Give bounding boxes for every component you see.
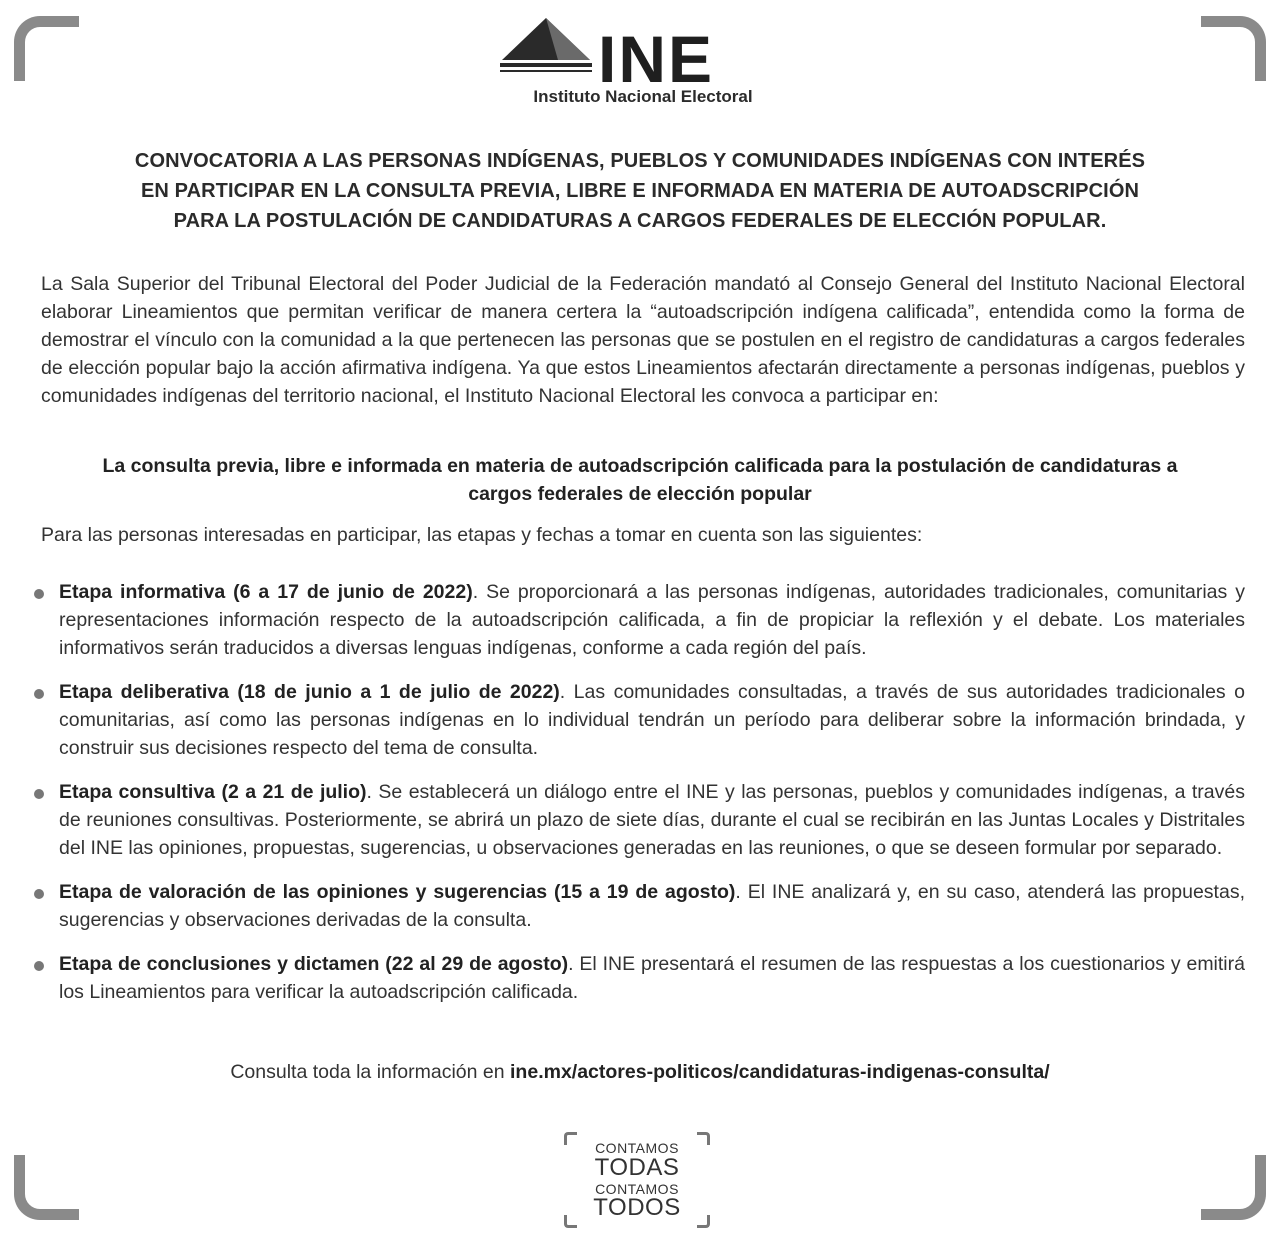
title-line: PARA LA POSTULACIÓN DE CANDIDATURAS A CARGOS FEDERALES DE ELECCIÓN POPULAR. [173,210,1107,232]
stage-text: . Se establecerá un diálogo entre el INE y las personas, pueblos y comunidades indígenas, a través de reuniones consultivas. Posteriormente, se abrirá un plazo de siete días, durante el cual se recibirán en las Juntas Locales y Distritales del INE las opiniones, propuestas, sugerencias, u observaciones generadas en las reuniones, o que se deseen formular por separado. [59,781,1245,859]
consulta-heading [40,452,1240,508]
stage-text: . El INE analizará y, en su caso, atenderá las propuestas, sugerencias y observaciones derivadas de la consulta. [59,881,1245,931]
stage-text: . El INE presentará el resumen de las respuestas a los cuestionarios y emitirá los Lineamientos para verificar la autoadscripción calificada. [59,953,1245,1003]
slogan-line: CONTAMOS [595,1140,679,1156]
title-line: EN PARTICIPAR EN LA CONSULTA PREVIA, LIBRE E INFORMADA EN MATERIA DE AUTOADSCRIPCIÓN [140,180,1140,202]
slogan-line: TODOS [593,1194,681,1221]
footer-prefix: Consulta toda la información en [230,1061,511,1083]
stage-text: . Se proporcionará a las personas indígenas, autoridades tradicionales, comunitarias y representaciones información respecto de la autoadscripción calificada, a fin de propiciar la reflexión y el debate. Los materiales informativos serán traducidos a diversas lenguas indígenas, conforme a cada región del país. [59,581,1245,659]
stages-intro: Para las personas interesadas en participar, las etapas y fechas a tomar en cuenta son las siguientes: [41,524,923,546]
slogan-line: TODAS [594,1154,680,1181]
consulta-heading-line: cargos federales de elección popular [468,483,812,505]
bullet-icon [34,961,44,971]
stage-item [30,678,1245,762]
title-line: CONVOCATORIA A LAS PERSONAS INDÍGENAS, PUEBLOS Y COMUNIDADES INDÍGENAS CON INTERÉS [134,150,1146,172]
stage-title: Etapa de conclusiones y dictamen (22 al 29 de agosto) [59,953,569,975]
page-title [40,146,1240,236]
stage-title: Etapa consultiva (2 a 21 de julio) [59,781,367,803]
consulta-heading-line: La consulta previa, libre e informada en materia de autoadscripción calificada para la postulación de candidaturas a [102,455,1178,477]
corner-bracket-top-left [14,16,79,81]
ine-logo [498,14,788,110]
footer-info [40,1058,1240,1086]
slogan-line: CONTAMOS [595,1181,679,1197]
stage-item [30,578,1245,662]
corner-bracket-bottom-left [14,1155,79,1220]
footer-link[interactable]: ine.mx/actores-politicos/candidaturas-indigenas-consulta/ [510,1061,1050,1083]
logo-wordmark: INE [598,22,715,96]
corner-bracket-top-right [1201,16,1266,81]
stage-title: Etapa informativa (6 a 17 de junio de 2022) [59,581,473,603]
bullet-icon [34,889,44,899]
stage-title: Etapa de valoración de las opiniones y sugerencias (15 a 19 de agosto) [59,881,736,903]
stages-list [30,578,1245,1022]
stage-item [30,950,1245,1006]
ballot-box-icon [498,14,594,78]
intro-paragraph: La Sala Superior del Tribunal Electoral del Poder Judicial de la Federación mandató al Consejo General del Instituto Nacional Electoral elaborar Lineamientos que permitan verificar de manera certera la “autoadscripción indígena calificada”, entendida como la forma de demostrar el vínculo con la comunidad a la que pertenecen las personas que se postulen en el registro de candidaturas a cargos federales de elección popular bajo la acción afirmativa indígena. Ya que estos Lineamientos afectarán directamente a personas indígenas, pueblos y comunidades indígenas del territorio nacional, el Instituto Nacional Electoral les convoca a participar en: [41,273,1245,407]
bullet-icon [34,689,44,699]
logo-subtitle: Instituto Nacional Electoral [533,87,753,106]
corner-bracket-bottom-right [1201,1155,1266,1220]
bullet-icon [34,789,44,799]
stage-text: . Las comunidades consultadas, a través de sus autoridades tradicionales o comunitarias, así como las personas indígenas en lo individual tendrán un período para deliberar sobre la información brindada, y construir sus decisiones respecto del tema de consulta. [59,681,1245,759]
stage-item [30,878,1245,934]
stage-title: Etapa deliberativa (18 de junio a 1 de julio de 2022) [59,681,560,703]
slogan-badge [564,1132,710,1228]
bullet-icon [34,589,44,599]
stage-item [30,778,1245,862]
